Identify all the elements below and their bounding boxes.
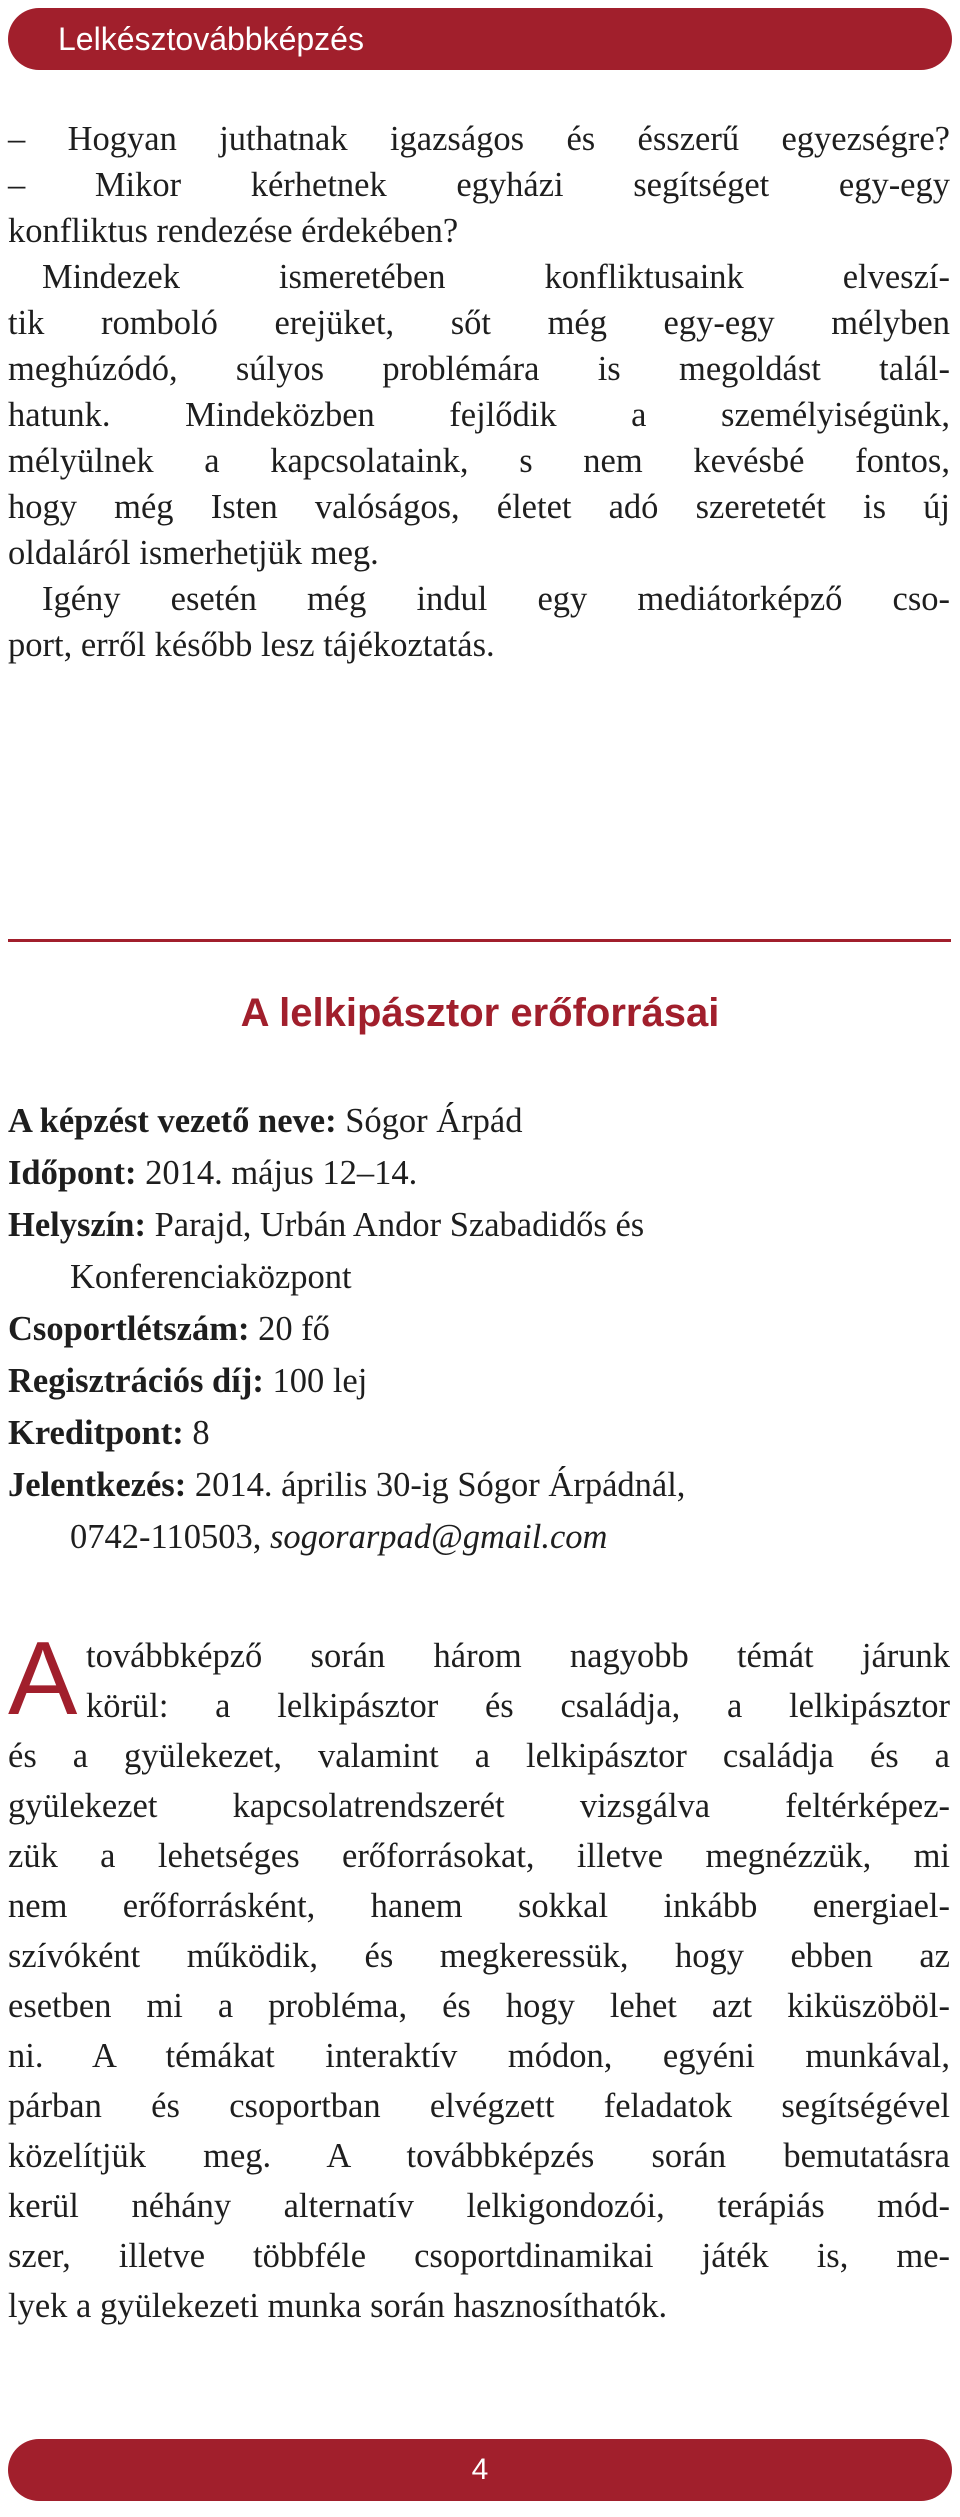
text-line: Igény esetén még indul egy mediátorképző cso-	[42, 580, 950, 618]
contact-phone: 0742-110503,	[70, 1518, 270, 1556]
info-date	[8, 1147, 950, 1199]
text-line: kerül néhány alternatív lelkigondozói, terápiás mód-	[8, 2187, 950, 2225]
article-body	[8, 1621, 950, 2331]
text-line: szer, illetve többféle csoportdinamikai játék is, me-	[8, 2237, 950, 2275]
footer-bar	[8, 2439, 952, 2501]
info-value: 2014. május 12–14.	[136, 1154, 418, 1192]
page-number: 4	[471, 2453, 489, 2486]
text-line: oldaláról ismerhetjük meg.	[8, 534, 379, 572]
info-value: 8	[183, 1414, 210, 1452]
info-leader	[8, 1095, 950, 1147]
info-contact	[8, 1511, 950, 1563]
info-label: Kreditpont:	[8, 1414, 184, 1452]
text-line: zük a lehetséges erőforrásokat, illetve megnézzük, mi	[8, 1837, 950, 1875]
drop-cap: A	[8, 1621, 78, 1737]
text-line: – Mikor kérhetnek egyházi segítséget egy-egy	[8, 166, 950, 204]
info-value: 100 lej	[263, 1362, 368, 1400]
intro-text	[8, 116, 950, 668]
info-label: Időpont:	[8, 1154, 137, 1192]
info-label: Csoportlétszám:	[8, 1310, 250, 1348]
info-location-cont: Konferenciaközpont	[70, 1258, 352, 1296]
text-line: Mindezek ismeretében konfliktusaink elveszí-	[42, 258, 950, 296]
text-line: tik romboló erejüket, sőt még egy-egy mélyben	[8, 304, 950, 342]
text-line: párban és csoportban elvégzett feladatok segítségével	[8, 2087, 950, 2125]
info-credit	[8, 1407, 950, 1459]
info-apply	[8, 1459, 950, 1511]
info-label: Helyszín:	[8, 1206, 146, 1244]
section-title: A lelkipásztor erőforrásai	[240, 991, 720, 1035]
info-value: 20 fő	[249, 1310, 330, 1348]
info-value: Sógor Árpád	[336, 1102, 523, 1140]
info-value: 2014. április 30-ig Sógor Árpádnál,	[186, 1466, 686, 1504]
article-line-dropcap	[8, 1681, 950, 1731]
info-fee	[8, 1355, 950, 1407]
text-line: hatunk. Mindeközben fejlődik a személyiségünk,	[8, 396, 950, 434]
contact-email: sogorarpad@gmail.com	[269, 1518, 608, 1556]
header-title: Lelkésztovábbképzés	[58, 21, 364, 57]
text-line: hogy még Isten valóságos, életet adó szeretetét is új	[8, 488, 950, 526]
info-location	[8, 1199, 950, 1251]
text-line: – Hogyan juthatnak igazságos és ésszerű egyezségre?	[8, 120, 950, 158]
header-bar	[8, 8, 952, 70]
text-line: lyek a gyülekezeti munka során hasznosíthatók.	[8, 2287, 668, 2325]
text-line: ni. A témákat interaktív módon, egyéni munkával,	[8, 2037, 950, 2075]
text-line: továbbképző során három nagyobb témát járunk	[86, 1637, 950, 1675]
info-group-size	[8, 1303, 950, 1355]
text-line: gyülekezet kapcsolatrendszerét vizsgálva feltérképez-	[8, 1787, 950, 1825]
text-line: szívóként működik, és megkeressük, hogy ebben az	[8, 1937, 950, 1975]
section-divider	[8, 939, 951, 942]
info-value: Parajd, Urbán Andor Szabadidős és	[145, 1206, 645, 1244]
text-line: konfliktus rendezése érdekében?	[8, 212, 459, 250]
text-line: meghúzódó, súlyos problémára is megoldást talál-	[8, 350, 950, 388]
text-line: nem erőforrásként, hanem sokkal inkább energiael-	[8, 1887, 950, 1925]
text-line: körül: a lelkipásztor és családja, a lelkipásztor	[86, 1687, 950, 1725]
course-info	[8, 1095, 950, 1563]
info-label: Regisztrációs díj:	[8, 1362, 264, 1400]
text-line: közelítjük meg. A továbbképzés során bemutatásra	[8, 2137, 950, 2175]
text-line: mélyülnek a kapcsolataink, s nem kevésbé fontos,	[8, 442, 950, 480]
text-line: és a gyülekezet, valamint a lelkipásztor családja és a	[8, 1737, 950, 1775]
info-label: A képzést vezető neve:	[8, 1102, 337, 1140]
text-line: esetben mi a probléma, és hogy lehet azt kiküszöböl-	[8, 1987, 950, 2025]
text-line: port, erről később lesz tájékoztatás.	[8, 626, 495, 664]
info-label: Jelentkezés:	[8, 1466, 187, 1504]
